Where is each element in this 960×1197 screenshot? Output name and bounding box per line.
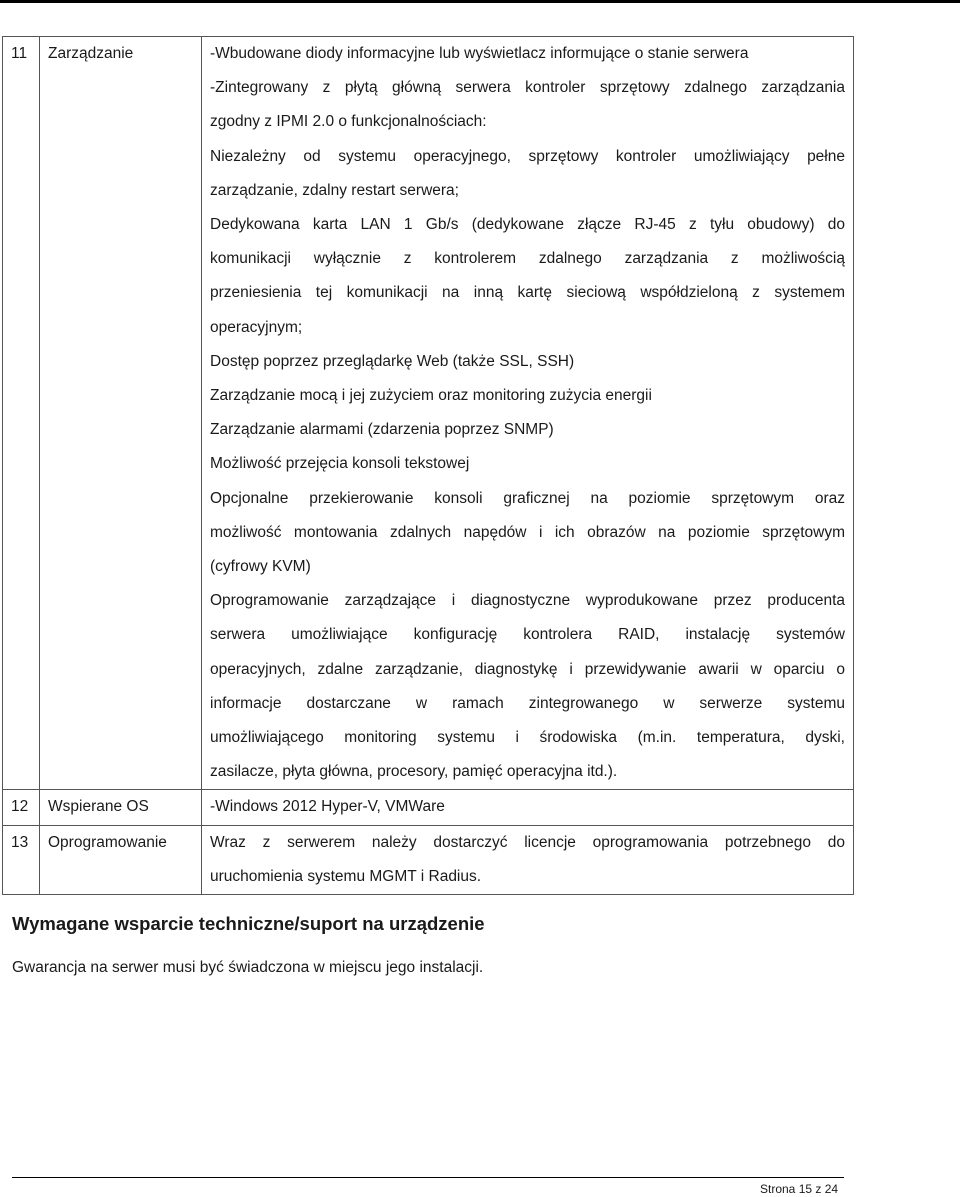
desc-line: -Wbudowane diody informacyjne lub wyświetlacz informujące o stanie serwera xyxy=(210,45,749,62)
desc-line: zarządzanie, zdalny restart serwera; xyxy=(210,181,459,199)
row-number: 13 xyxy=(3,825,40,894)
table-row xyxy=(3,37,854,790)
row-name: Oprogramowanie xyxy=(40,825,202,894)
desc-line: uruchomienia systemu MGMT i Radius. xyxy=(210,867,482,885)
desc-line: Opcjonalne przekierowanie konsoli graficznej na poziomie sprzętowym oraz xyxy=(210,489,845,507)
desc-line: operacyjnych, zdalne zarządzanie, diagnostykę i przewidywanie awarii w oparciu o xyxy=(210,660,845,678)
row-name: Wspierane OS xyxy=(40,790,202,825)
desc-line: umożliwiającego monitoring systemu i środowiska (m.in. temperatura, dyski, xyxy=(210,729,845,747)
desc-line: -Windows 2012 Hyper-V, VMWare xyxy=(210,798,445,816)
desc-line: serwera umożliwiające konfigurację kontrolera RAID, instalację systemów xyxy=(210,626,845,644)
section-title: Wymagane wsparcie techniczne/suport na urządzenie xyxy=(12,913,485,934)
desc-line: Dostęp poprzez przeglądarkę Web (także SSL, SSH) xyxy=(210,352,575,370)
desc-line: Dedykowana karta LAN 1 Gb/s (dedykowane złącze RJ-45 z tyłu obudowy) do xyxy=(210,216,845,234)
desc-line: Niezależny od systemu operacyjnego, sprzętowy kontroler umożliwiający pełne xyxy=(210,147,845,165)
row-name: Zarządzanie xyxy=(40,37,202,790)
desc-line: operacyjnym; xyxy=(210,318,303,336)
desc-line: Zarządzanie mocą i jej zużyciem oraz monitoring zużycia energii xyxy=(210,387,652,405)
row-description xyxy=(202,37,854,790)
footer-rule xyxy=(12,1177,844,1178)
top-rule xyxy=(0,0,960,3)
desc-line: Wraz z serwerem należy dostarczyć licencje oprogramowania potrzebnego do xyxy=(210,833,845,851)
row-number: 12 xyxy=(3,790,40,825)
page-number: Strona 15 z 24 xyxy=(760,1182,839,1196)
desc-line: przeniesienia tej komunikacji na inną kartę sieciową współdzieloną z systemem xyxy=(210,284,845,302)
desc-line: Oprogramowanie zarządzające i diagnostyczne wyprodukowane przez producenta xyxy=(210,592,845,610)
desc-line: Zarządzanie alarmami (zdarzenia poprzez SNMP) xyxy=(210,421,554,439)
desc-line: komunikacji wyłącznie z kontrolerem zdalnego zarządzania z możliwością xyxy=(210,250,845,268)
section-text: Gwarancja na serwer musi być świadczona w miejscu jego instalacji. xyxy=(12,959,484,976)
desc-line: -Zintegrowany z płytą główną serwera kontroler sprzętowy zdalnego zarządzania xyxy=(210,79,845,97)
desc-line: zasilacze, płyta główna, procesory, pamięć operacyjna itd.). xyxy=(210,763,618,781)
desc-line: możliwość montowania zdalnych napędów i ich obrazów na poziomie sprzętowym xyxy=(210,523,845,541)
row-description xyxy=(202,825,854,894)
table-row xyxy=(3,825,854,894)
row-number: 11 xyxy=(3,37,40,790)
table-row xyxy=(3,790,854,825)
desc-line: Możliwość przejęcia konsoli tekstowej xyxy=(210,455,470,473)
specification-table xyxy=(2,36,854,895)
row-description xyxy=(202,790,854,825)
desc-line: zgodny z IPMI 2.0 o funkcjonalnościach: xyxy=(210,113,487,131)
desc-line: (cyfrowy KVM) xyxy=(210,558,311,576)
desc-line: informacje dostarczane w ramach zintegrowanego w serwerze systemu xyxy=(210,694,845,712)
